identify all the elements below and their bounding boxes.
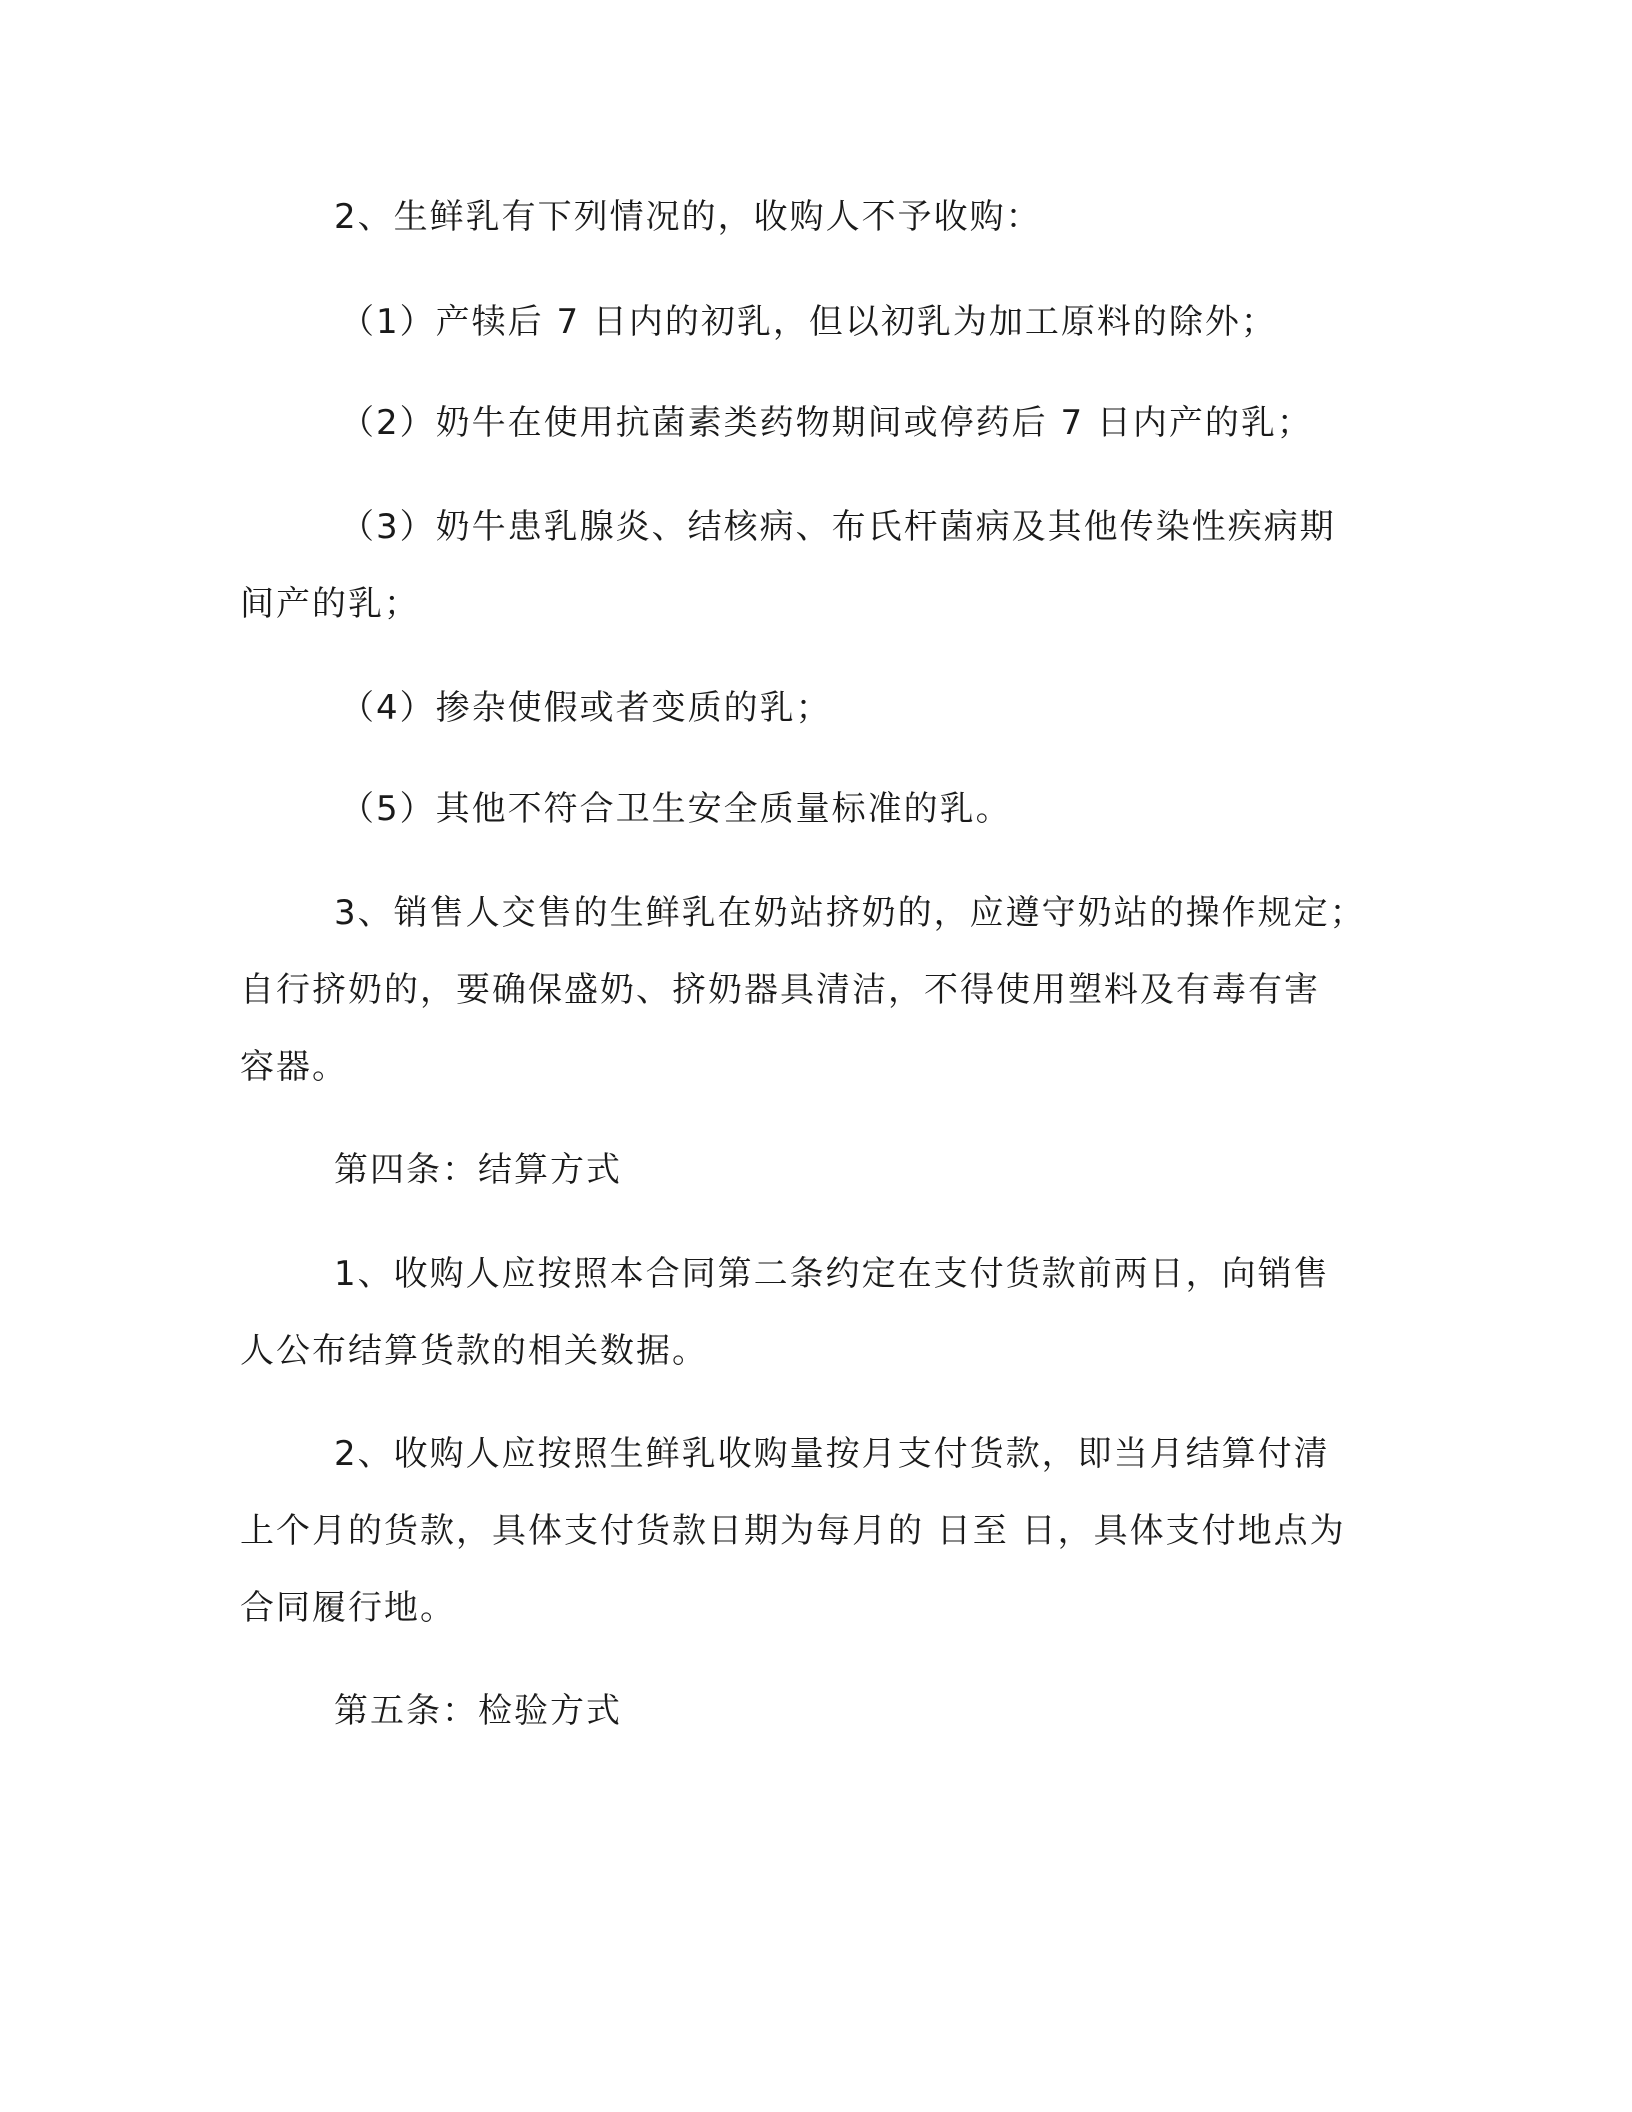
paragraph-line: 合同履行地。 xyxy=(240,1588,456,1628)
clause-2-intro xyxy=(334,179,1042,256)
paragraph-line: 自行挤奶的，要确保盛奶、挤奶器具清洁，不得使用塑料及有毒有害 xyxy=(240,970,1320,1010)
clause-2-item-2 xyxy=(340,385,1313,462)
paragraph-line: （1）产犊后 7 日内的初乳，但以初乳为加工原料的除外； xyxy=(340,302,1277,342)
paragraph-line: （2）奶牛在使用抗菌素类药物期间或停药后 7 日内产的乳； xyxy=(340,403,1313,443)
paragraph-line: 3、销售人交售的生鲜乳在奶站挤奶的，应遵守奶站的操作规定； xyxy=(334,893,1366,933)
paragraph-line: （4）掺杂使假或者变质的乳； xyxy=(340,688,832,728)
article-4-clause-2 xyxy=(240,1416,1346,1647)
clause-3 xyxy=(240,875,1366,1106)
paragraph-line: 容器。 xyxy=(240,1047,348,1087)
paragraph-line: 2、收购人应按照生鲜乳收购量按月支付货款，即当月结算付清 xyxy=(334,1434,1330,1474)
article-4-clause-1 xyxy=(240,1236,1330,1390)
paragraph-line: 2、生鲜乳有下列情况的，收购人不予收购： xyxy=(334,197,1042,237)
article-4-heading xyxy=(334,1132,622,1209)
article-5-heading xyxy=(334,1673,622,1750)
paragraph-line: （5）其他不符合卫生安全质量标准的乳。 xyxy=(340,789,1012,829)
paragraph-line: 1、收购人应按照本合同第二条约定在支付货款前两日，向销售 xyxy=(334,1254,1330,1294)
clause-2-item-1 xyxy=(340,284,1277,361)
clause-2-item-3 xyxy=(240,489,1336,643)
heading-text: 第四条：结算方式 xyxy=(334,1150,622,1190)
clause-2-item-4 xyxy=(340,670,832,747)
heading-text: 第五条：检验方式 xyxy=(334,1691,622,1731)
paragraph-line: 上个月的货款，具体支付货款日期为每月的 日至 日，具体支付地点为 xyxy=(240,1511,1346,1551)
paragraph-line: 人公布结算货款的相关数据。 xyxy=(240,1331,708,1371)
paragraph-line: （3）奶牛患乳腺炎、结核病、布氏杆菌病及其他传染性疾病期 xyxy=(340,507,1336,547)
clause-2-item-5 xyxy=(340,771,1012,848)
paragraph-line: 间产的乳； xyxy=(240,584,420,624)
